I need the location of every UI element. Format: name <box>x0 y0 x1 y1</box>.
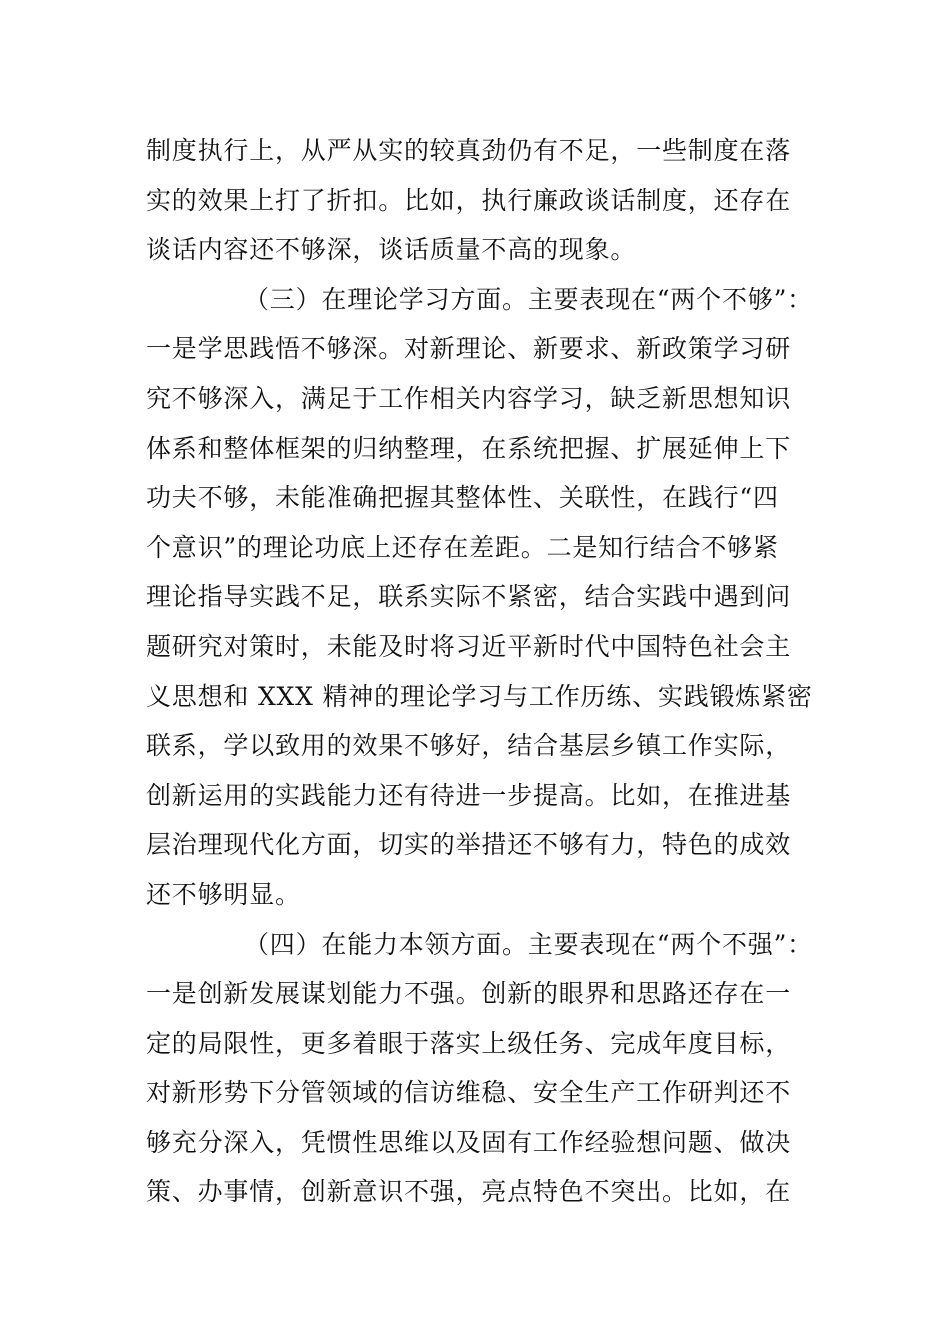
section-heading-line: （四）在能力本领方面。主要表现在“两个不强”： <box>244 929 813 959</box>
text-line: 义思想和 XXX 精神的理论学习与工作历练、实践锻炼紧密 <box>146 681 813 711</box>
text-line: 对新形势下分管领域的信访维稳、安全生产工作研判还不 <box>146 1078 792 1108</box>
text-line: 究不够深入，满足于工作相关内容学习，缺乏新思想知识 <box>146 383 792 413</box>
text-line: 够充分深入，凭惯性思维以及固有工作经验想问题、做决 <box>146 1127 792 1157</box>
text-line: 联系，学以致用的效果不够好，结合基层乡镇工作实际， <box>146 731 792 761</box>
text-line: 制度执行上，从严从实的较真劲仍有不足，一些制度在落 <box>146 136 792 165</box>
section-heading-line: （三）在理论学习方面。主要表现在“两个不够”： <box>244 284 813 314</box>
text-line: 个意识”的理论功底上还存在差距。二是知行结合不够紧 <box>146 532 779 562</box>
document-body <box>146 126 826 1217</box>
text-line: 一是学思践悟不够深。对新理论、新要求、新政策学习研 <box>146 334 792 364</box>
text-line: 题研究对策时，未能及时将习近平新时代中国特色社会主 <box>146 631 792 661</box>
text-line: 一是创新发展谋划能力不强。创新的眼界和思路还存在一 <box>146 979 792 1009</box>
text-line: 创新运用的实践能力还有待进一步提高。比如，在推进基 <box>146 780 792 810</box>
text-line: 功夫不够，未能准确把握其整体性、关联性，在践行“四 <box>146 483 779 513</box>
text-line: 理论指导实践不足，联系实际不紧密，结合实践中遇到问 <box>146 582 792 612</box>
text-line: 定的局限性，更多着眼于落实上级任务、完成年度目标， <box>146 1028 792 1058</box>
text-line: 层治理现代化方面，切实的举措还不够有力，特色的成效 <box>146 830 792 860</box>
text-line: 体系和整体框架的归纳整理，在系统把握、扩展延伸上下 <box>146 433 792 463</box>
text-line: 实的效果上打了折扣。比如，执行廉政谈话制度，还存在 <box>146 185 792 215</box>
text-line: 还不够明显。 <box>146 879 301 909</box>
text-line: 策、办事情，创新意识不强，亮点特色不突出。比如，在 <box>146 1177 792 1207</box>
text-line: 谈话内容还不够深，谈话质量不高的现象。 <box>146 235 637 265</box>
